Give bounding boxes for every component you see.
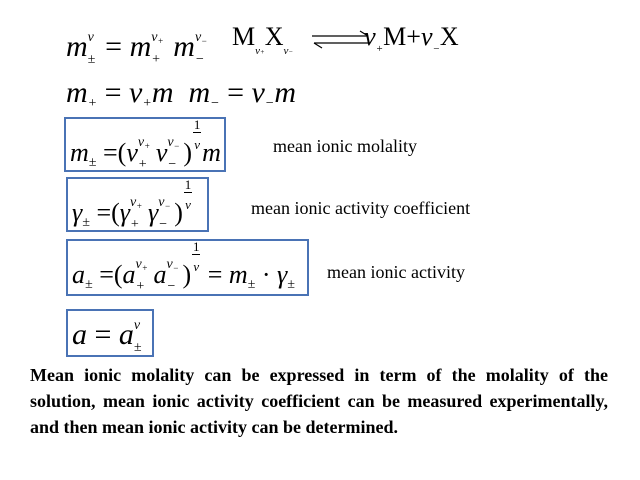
equation-mean-molality: $m_\pm =(v$ $v_+$ + v $v_-$ − ) $\frac{1}{v}$ m: [70, 117, 221, 172]
dissociation-reaction: $M_{v+}X_{v-}$ $v_+M+v_-X$: [232, 22, 459, 57]
equation-mean-molality-power: m v ± = m $v_+$ + m $v_-$ −: [66, 30, 208, 67]
label-mean-ionic-molality: mean ionic molality: [273, 136, 417, 156]
equation-mean-activity: $a_\pm =(a$ $v_+$ + a $v_-$ − ) $\frac{1}{v}$ = $m_\pm \cdot \gamma_\pm$: [72, 239, 295, 294]
label-mean-ionic-activity-coefficient: mean ionic activity coefficient: [251, 198, 471, 218]
equation-ion-molalities: $m_+ = v_+m$ $m_- = v_-m$: [66, 76, 296, 111]
summary-paragraph: Mean ionic molality can be expressed in term of the molality of the solution, mean ionic activity coefficient can be measured experimentally, and then mean ionic activity can be determined.: [30, 365, 608, 437]
label-mean-ionic-activity: mean ionic activity: [327, 262, 465, 282]
equation-mean-activity-coefficient: $\gamma_\pm =(\gamma$ $v_+$ + γ $v_-$ − ) $\frac{1}{v}$: [72, 177, 192, 232]
equation-electrolyte-activity: a = a v ±: [72, 318, 142, 355]
equilibrium-arrows: [310, 28, 372, 50]
